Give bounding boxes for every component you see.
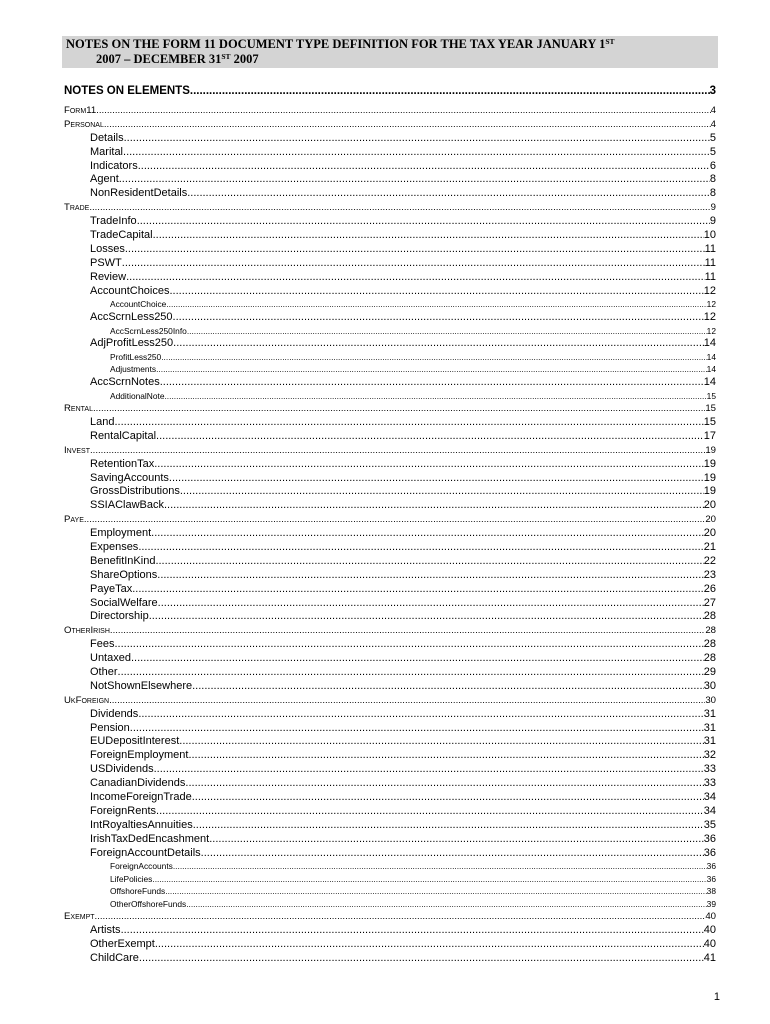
toc-entry[interactable]: [64, 610, 716, 624]
toc-entry-page: 19: [705, 444, 716, 456]
toc-entry-page: 15: [703, 415, 716, 428]
toc-entry[interactable]: [64, 458, 716, 472]
toc-entry-page: 33: [703, 763, 716, 776]
toc-dot-leader: [185, 777, 703, 791]
document-title-banner: [62, 36, 718, 68]
toc-dot-leader: [187, 187, 710, 201]
toc-entry[interactable]: [64, 898, 716, 910]
toc-dot-leader: [160, 376, 704, 390]
toc-entry[interactable]: [64, 376, 716, 390]
toc-dot-leader: [188, 749, 703, 763]
toc-entry[interactable]: [64, 485, 716, 499]
toc-entry-label: AccScrnLess250Info: [110, 325, 187, 336]
toc-dot-leader: [131, 652, 704, 666]
toc-entry-page: 9: [709, 215, 716, 228]
toc-entry[interactable]: [64, 472, 716, 486]
toc-entry[interactable]: [64, 298, 716, 310]
toc-entry-label: UkForeign: [64, 694, 110, 706]
toc-entry[interactable]: [64, 173, 716, 187]
toc-entry-page: 8: [709, 173, 716, 186]
toc-entry-label: Details: [90, 131, 124, 144]
toc-entry[interactable]: [64, 833, 716, 847]
toc-entry-label: Invest: [64, 444, 91, 456]
document-title-line-1: NOTES ON THE FORM 11 DOCUMENT TYPE DEFINITION FOR THE TAX YEAR JANUARY 1ST: [66, 37, 615, 51]
toc-entry-label: Land: [90, 415, 115, 428]
toc-entry[interactable]: [64, 791, 716, 805]
toc-entry[interactable]: [64, 805, 716, 819]
toc-entry[interactable]: [64, 569, 716, 583]
toc-entry-page: 8: [709, 187, 716, 200]
toc-entry-page: 36: [703, 846, 716, 859]
toc-dot-leader: [121, 924, 704, 938]
toc-entry-label: Artists: [90, 923, 121, 936]
toc-entry[interactable]: [64, 749, 716, 763]
toc-entry-page: 11: [704, 242, 716, 255]
toc-entry-page: 4: [710, 105, 716, 116]
toc-dot-leader: [166, 298, 706, 310]
toc-entry[interactable]: [64, 513, 716, 527]
toc-dot-leader: [126, 271, 705, 285]
toc-entry-page: 34: [703, 804, 716, 817]
toc-entry-page: 34: [703, 791, 716, 804]
toc-dot-leader: [156, 363, 707, 375]
toc-entry-label: USDividends: [90, 763, 154, 776]
toc-entry[interactable]: [64, 104, 716, 118]
toc-entry-label: Untaxed: [90, 652, 131, 665]
toc-dot-leader: [165, 885, 706, 897]
toc-entry-label: OtherIrish: [64, 625, 110, 637]
toc-entry[interactable]: [64, 257, 716, 271]
toc-dot-leader: [156, 430, 704, 444]
toc-entry-label: Employment: [90, 527, 152, 540]
toc-entry-page: 10: [703, 229, 716, 242]
toc-dot-leader: [151, 527, 704, 541]
toc-entry-label: Rental: [64, 403, 93, 415]
toc-dot-leader: [157, 569, 703, 583]
document-title-line-2: 2007 – DECEMBER 31ST 2007: [96, 52, 259, 66]
toc-entry-page: 12: [703, 284, 716, 297]
toc-entry-page: 31: [703, 735, 716, 748]
toc-entry-label: RetentionTax: [90, 457, 155, 470]
toc-entry-label: CanadianDividends: [90, 777, 186, 790]
page-number: 1: [713, 991, 720, 1003]
toc-entry-page: 11: [704, 256, 716, 269]
toc-entry-page: 14: [703, 337, 716, 350]
toc-entry[interactable]: [64, 390, 716, 402]
toc-entry-page: 39: [706, 898, 716, 909]
toc-dot-leader: [209, 833, 704, 847]
toc-entry-label: Agent: [90, 173, 119, 186]
toc-entry-page: 36: [703, 832, 716, 845]
toc-dot-leader: [114, 416, 703, 430]
toc-entry-label: Losses: [90, 242, 125, 255]
toc-entry[interactable]: [64, 860, 716, 872]
toc-dot-leader: [124, 132, 710, 146]
toc-entry-label: SavingAccounts: [90, 471, 169, 484]
toc-entry[interactable]: [64, 132, 716, 146]
toc-dot-leader: [161, 351, 706, 363]
toc-entry-page: 28: [705, 625, 716, 637]
toc-dot-leader: [156, 805, 704, 819]
toc-entry-label: OffshoreFunds: [110, 886, 166, 897]
toc-entry-page: 31: [703, 707, 716, 720]
toc-entry-page: 36: [706, 861, 716, 872]
toc-entry-label: RentalCapital: [90, 429, 157, 442]
toc-entry-page: 14: [703, 375, 716, 388]
toc-entry-label: Paye: [64, 514, 84, 526]
toc-entry-label: PSWT: [90, 256, 122, 269]
toc-dot-leader: [155, 555, 703, 569]
toc-entry-label: Expenses: [90, 541, 139, 553]
toc-entry-page: 28: [703, 652, 716, 665]
toc-entry[interactable]: [64, 583, 716, 597]
toc-entry-page: 19: [703, 457, 716, 470]
toc-dot-leader: [186, 898, 706, 910]
toc-entry[interactable]: [64, 652, 716, 666]
toc-entry-page: 20: [703, 527, 716, 540]
toc-entry-page: 11: [704, 270, 716, 283]
toc-entry[interactable]: [64, 215, 716, 229]
toc-entry-page: 27: [703, 596, 716, 609]
toc-dot-leader: [104, 118, 711, 132]
toc-entry-label: IrishTaxDedEncashment: [90, 832, 210, 845]
toc-entry-page: 36: [706, 873, 716, 884]
toc-dot-leader: [158, 597, 704, 611]
toc-entry-label: AccountChoices: [90, 284, 170, 297]
toc-dot-leader: [138, 708, 703, 722]
toc-entry-page: 17: [703, 429, 716, 442]
toc-entry-label: LifePolicies: [110, 873, 153, 884]
toc-dot-leader: [169, 472, 704, 486]
toc-entry[interactable]: [64, 271, 716, 285]
toc-entry[interactable]: [64, 638, 716, 652]
toc-dot-leader: [96, 104, 711, 118]
toc-entry[interactable]: [64, 680, 716, 694]
toc-entry-page: 20: [705, 514, 716, 526]
toc-entry[interactable]: [64, 118, 716, 132]
toc-dot-leader: [155, 938, 704, 952]
toc-dot-leader: [132, 583, 704, 597]
toc-entry-label: Review: [90, 270, 127, 283]
toc-entry-label: OtherExempt: [90, 937, 155, 950]
toc-entry-label: ForeignAccountDetails: [90, 846, 201, 859]
toc-entry[interactable]: [64, 243, 716, 257]
toc-entry-page: 41: [703, 951, 716, 964]
toc-entry-label: TradeCapital: [90, 229, 153, 242]
toc-entry-page: 21: [703, 541, 716, 553]
toc-entry[interactable]: [64, 597, 716, 611]
toc-entry-label: NOTES ON ELEMENTS: [64, 85, 190, 97]
toc-entry-label: AccScrnNotes: [90, 375, 160, 388]
toc-entry-label: IntRoyaltiesAnnuities: [90, 818, 193, 831]
toc-entry-page: 40: [705, 911, 716, 923]
toc-entry-page: 6: [709, 159, 716, 172]
toc-entry[interactable]: [64, 938, 716, 952]
toc-entry[interactable]: [64, 80, 716, 102]
toc-dot-leader: [93, 402, 705, 416]
toc-entry-page: 4: [710, 118, 716, 130]
toc-entry-page: 29: [703, 666, 716, 679]
toc-entry-label: PayeTax: [90, 582, 133, 595]
toc-entry-page: 40: [703, 923, 716, 936]
toc-entry-label: Directorship: [90, 610, 149, 623]
toc-entry-page: 5: [709, 145, 716, 158]
toc-entry-page: 23: [703, 568, 716, 581]
toc-entry-page: 12: [706, 299, 716, 310]
toc-dot-leader: [130, 722, 704, 736]
toc-entry-label: GrossDistributions: [90, 485, 180, 498]
toc-entry-label: NonResidentDetails: [90, 187, 188, 200]
toc-dot-leader: [109, 694, 705, 708]
toc-dot-leader: [122, 257, 705, 271]
toc-dot-leader: [164, 390, 706, 402]
toc-entry-label: ForeignAccounts: [110, 861, 173, 872]
toc-entry-page: 28: [703, 638, 716, 651]
toc-entry[interactable]: [64, 325, 716, 337]
toc-entry-page: 40: [703, 937, 716, 950]
toc-entry-label: SSIAClawBack: [90, 499, 164, 512]
toc-dot-leader: [90, 444, 705, 458]
toc-dot-leader: [154, 763, 704, 777]
toc-entry-page: 26: [703, 582, 716, 595]
toc-entry-label: Marital: [90, 145, 124, 158]
toc-dot-leader: [138, 160, 710, 174]
toc-entry-label: Other: [90, 666, 118, 679]
toc-dot-leader: [187, 325, 707, 337]
toc-dot-leader: [192, 791, 704, 805]
toc-entry[interactable]: [64, 777, 716, 791]
toc-entry[interactable]: [64, 499, 716, 513]
toc-dot-leader: [201, 847, 704, 861]
toc-entry[interactable]: [64, 555, 716, 569]
toc-entry-label: ChildCare: [90, 951, 139, 964]
toc-dot-leader: [114, 638, 703, 652]
toc-entry-page: 20: [703, 499, 716, 512]
toc-dot-leader: [118, 666, 704, 680]
toc-dot-leader: [139, 952, 704, 966]
toc-entry[interactable]: [64, 363, 716, 375]
toc-entry-label: OtherOffshoreFunds: [110, 898, 187, 909]
toc-entry[interactable]: [64, 430, 716, 444]
toc-dot-leader: [164, 499, 704, 513]
toc-entry[interactable]: [64, 624, 716, 638]
toc-entry-label: Fees: [90, 638, 115, 651]
toc-dot-leader: [89, 201, 710, 215]
toc-entry-page: 33: [703, 777, 716, 790]
toc-entry-label: NotShownElsewhere: [90, 679, 193, 692]
toc-entry-label: Trade: [64, 202, 90, 214]
toc-entry[interactable]: [64, 187, 716, 201]
toc-dot-leader: [137, 215, 710, 229]
toc-entry-label: ProfitLess250: [110, 352, 162, 363]
toc-entry-label: Dividends: [90, 707, 139, 720]
toc-entry[interactable]: [64, 527, 716, 541]
toc-entry-page: 3: [709, 85, 716, 97]
toc-entry-page: 12: [706, 325, 716, 336]
toc-entry-page: 19: [703, 485, 716, 498]
toc-dot-leader: [125, 243, 705, 257]
toc-dot-leader: [153, 229, 704, 243]
toc-entry-page: 38: [706, 886, 716, 897]
toc-entry-label: Exempt: [64, 911, 95, 923]
toc-entry-label: AccountChoice: [110, 299, 167, 310]
toc-entry-label: BenefitInKind: [90, 554, 156, 567]
toc-entry[interactable]: [64, 201, 716, 215]
toc-entry[interactable]: [64, 819, 716, 833]
toc-entry-page: 28: [703, 610, 716, 623]
toc-entry-label: Form11: [64, 105, 97, 116]
toc-entry[interactable]: [64, 666, 716, 680]
toc-entry-page: 15: [705, 403, 716, 415]
toc-entry-label: AccScrnLess250: [90, 310, 173, 323]
toc-entry[interactable]: [64, 541, 716, 555]
toc-entry-label: AdditionalNote: [110, 390, 165, 401]
toc-entry-label: IncomeForeignTrade: [90, 791, 192, 804]
toc-dot-leader: [179, 735, 703, 749]
toc-entry[interactable]: [64, 416, 716, 430]
toc-dot-leader: [193, 819, 704, 833]
toc-entry-page: 9: [710, 202, 716, 214]
toc-dot-leader: [190, 80, 710, 102]
toc-entry-label: SocialWelfare: [90, 596, 158, 609]
toc-dot-leader: [138, 541, 703, 555]
toc-entry-page: 19: [703, 471, 716, 484]
toc-entry-label: Personal: [64, 118, 104, 130]
toc-entry[interactable]: [64, 351, 716, 363]
toc-entry[interactable]: [64, 952, 716, 966]
toc-entry-label: ForeignRents: [90, 804, 157, 817]
toc-dot-leader: [173, 337, 704, 351]
toc-entry-page: 30: [705, 694, 716, 706]
toc-entry-label: Pension: [90, 721, 130, 734]
toc-entry[interactable]: [64, 337, 716, 351]
toc-dot-leader: [180, 485, 704, 499]
toc-entry-label: AdjProfitLess250: [90, 337, 174, 350]
toc-entry[interactable]: [64, 910, 716, 924]
toc-entry-label: EUDepositInterest: [90, 735, 180, 748]
toc-entry[interactable]: [64, 146, 716, 160]
toc-entry[interactable]: [64, 444, 716, 458]
toc-entry-page: 14: [706, 364, 716, 375]
toc-dot-leader: [173, 860, 707, 872]
toc-entry-page: 15: [706, 390, 716, 401]
toc-entry-label: TradeInfo: [90, 215, 137, 228]
toc-entry[interactable]: [64, 847, 716, 861]
toc-entry-page: 31: [703, 721, 716, 734]
toc-dot-leader: [152, 873, 706, 885]
toc-entry[interactable]: [64, 708, 716, 722]
toc-dot-leader: [170, 285, 704, 299]
toc-entry-page: 32: [703, 749, 716, 762]
toc-entry[interactable]: [64, 735, 716, 749]
toc-dot-leader: [95, 910, 706, 924]
toc-entry[interactable]: [64, 885, 716, 897]
toc-dot-leader: [192, 680, 704, 694]
toc-dot-leader: [119, 173, 710, 187]
table-of-contents: [64, 80, 716, 966]
toc-entry-page: 12: [703, 310, 716, 323]
toc-dot-leader: [84, 513, 705, 527]
toc-entry-page: 35: [703, 818, 716, 831]
toc-entry[interactable]: [64, 285, 716, 299]
toc-entry[interactable]: [64, 873, 716, 885]
toc-dot-leader: [173, 311, 704, 325]
toc-entry-page: 30: [703, 679, 716, 692]
toc-dot-leader: [110, 624, 705, 638]
toc-entry-label: Adjustments: [110, 364, 157, 375]
toc-dot-leader: [123, 146, 710, 160]
toc-entry[interactable]: [64, 311, 716, 325]
toc-entry[interactable]: [64, 160, 716, 174]
toc-entry-page: 5: [709, 131, 716, 144]
toc-dot-leader: [149, 610, 704, 624]
toc-entry[interactable]: [64, 722, 716, 736]
toc-entry[interactable]: [64, 694, 716, 708]
toc-entry-page: 22: [703, 554, 716, 567]
toc-entry-label: ForeignEmployment: [90, 749, 189, 762]
toc-dot-leader: [154, 458, 704, 472]
toc-entry[interactable]: [64, 402, 716, 416]
toc-entry[interactable]: [64, 229, 716, 243]
toc-entry-label: ShareOptions: [90, 568, 158, 581]
toc-entry[interactable]: [64, 924, 716, 938]
toc-entry-label: Indicators: [90, 159, 138, 172]
toc-entry-page: 14: [706, 352, 716, 363]
toc-entry[interactable]: [64, 763, 716, 777]
